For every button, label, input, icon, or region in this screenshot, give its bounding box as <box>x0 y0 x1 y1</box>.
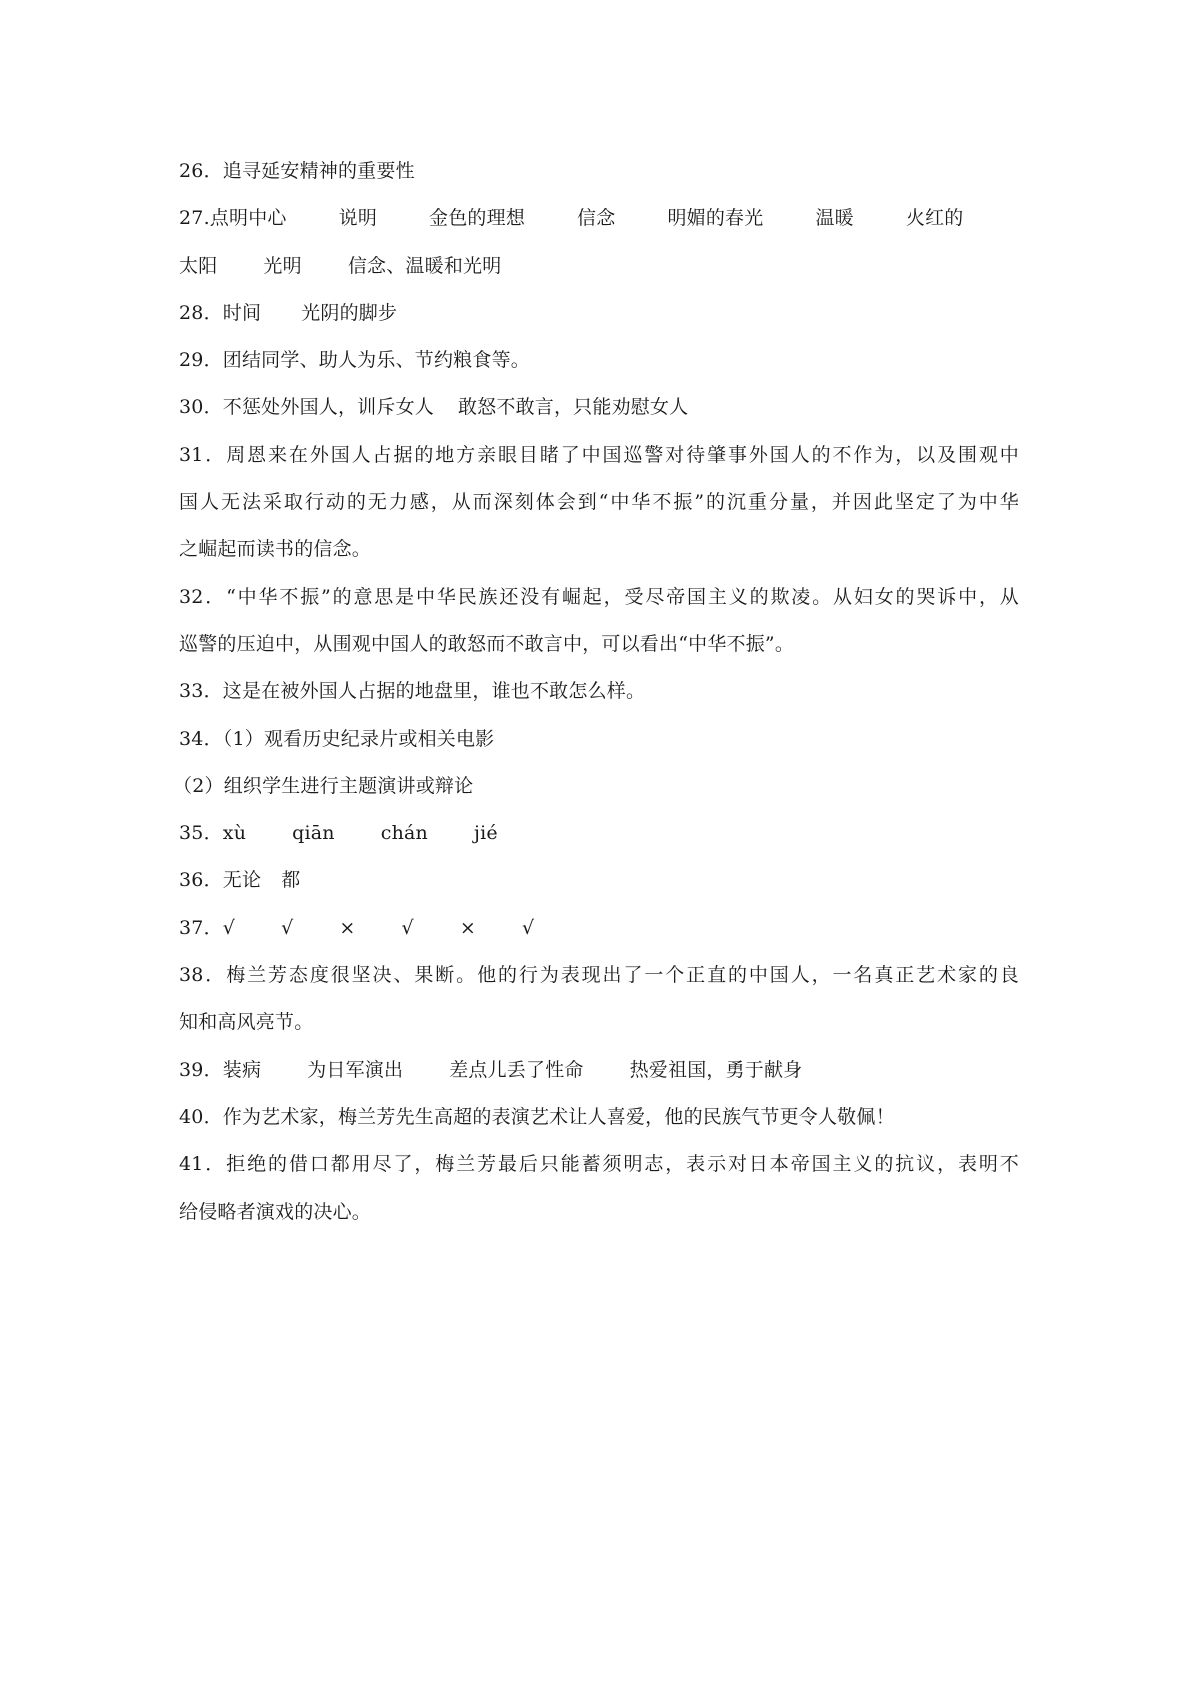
answer-segment: 为日军演出 <box>307 1058 404 1081</box>
answer-line-34: 34．（1）观看历史纪录片或相关电影 <box>179 727 495 750</box>
answer-line-34-2: （2）组织学生进行主题演讲或辩论 <box>173 774 474 797</box>
answer-segment: 光阴的脚步 <box>301 301 398 324</box>
answer-line-38-cont: 知和高风亮节。 <box>179 1011 314 1034</box>
answer-line-31-cont: 国人无法采取行动的无力感，从而深刻体会到“中华不振”的沉重分量，并因此坚定了为中华 <box>179 491 1019 514</box>
answer-segment: chán <box>380 822 428 845</box>
answer-segment: 说明 <box>338 207 378 230</box>
answer-line-36 <box>179 857 1019 904</box>
answer-segment: √ <box>281 916 294 939</box>
answer-segment: √ <box>521 916 535 939</box>
answer-segment: 39．装病 <box>179 1058 262 1081</box>
answer-segment: 36．无论 <box>179 869 262 892</box>
answer-segment: 敢怒不敢言，只能劝慰女人 <box>457 396 689 419</box>
answer-line-27 <box>179 195 1019 242</box>
answer-segment: 光明 <box>263 254 302 277</box>
answer-segment: 30．不惩处外国人，训斥女人 <box>179 396 434 419</box>
answer-segment: 28．时间 <box>179 301 262 324</box>
answer-segment: 37．√ <box>179 916 236 939</box>
answer-line-37 <box>179 905 1019 952</box>
answer-segment: 太阳 <box>179 254 218 277</box>
answer-line-30 <box>179 384 1019 431</box>
answer-segment: 热爱祖国，勇于献身 <box>629 1058 803 1081</box>
answer-line-29: 29．团结同学、助人为乐、节约粮食等。 <box>179 349 530 372</box>
answer-line-31-cont2: 之崛起而读书的信念。 <box>179 538 372 561</box>
answer-line-41: 41．拒绝的借口都用尽了，梅兰芳最后只能蓄须明志，表示对日本帝国主义的抗议，表明不 <box>179 1153 1019 1176</box>
answer-segment: 都 <box>281 869 301 892</box>
answer-line-41-cont: 给侵略者演戏的决心。 <box>179 1200 372 1223</box>
answer-segment: 35．xù <box>179 822 247 845</box>
answer-line-27-cont <box>179 243 1019 290</box>
answer-segment: 温暖 <box>815 207 854 230</box>
answer-segment: qiān <box>292 822 335 845</box>
answer-segment: √ <box>401 916 414 939</box>
answer-segment: jié <box>474 822 498 845</box>
answer-line-26: 26．追寻延安精神的重要性 <box>179 160 415 182</box>
answer-segment: 明媚的春光 <box>667 207 764 230</box>
answer-list <box>173 148 1019 1236</box>
answer-segment: 差点儿丢了性命 <box>449 1058 584 1081</box>
answer-line-32-cont: 巡警的压迫中，从围观中国人的敢怒而不敢言中，可以看出“中华不振”。 <box>179 632 795 655</box>
answer-line-38: 38．梅兰芳态度很坚决、果断。他的行为表现出了一个正直的中国人，一名真正艺术家的良 <box>179 964 1019 987</box>
answer-line-40: 40．作为艺术家，梅兰芳先生高超的表演艺术让人喜爱，他的民族气节更令人敬佩！ <box>179 1105 895 1128</box>
answer-segment: 信念、温暖和光明 <box>347 254 502 277</box>
answer-segment: × <box>459 916 476 939</box>
answer-line-33: 33．这是在被外国人占据的地盘里，谁也不敢怎么样。 <box>179 680 646 703</box>
answer-line-39 <box>179 1047 1019 1094</box>
answer-line-35 <box>179 810 1019 857</box>
answer-line-31: 31．周恩来在外国人占据的地方亲眼目睹了中国巡警对待肇事外国人的不作为，以及围观中 <box>179 443 1019 466</box>
answer-segment: 火红的 <box>905 207 964 230</box>
answer-segment: 27.点明中心 <box>179 207 287 230</box>
answer-line-28 <box>179 290 1019 337</box>
answer-line-32: 32．“中华不振”的意思是中华民族还没有崛起，受尽帝国主义的欺凌。从妇女的哭诉中，从 <box>179 585 1019 608</box>
answer-segment: × <box>339 916 356 939</box>
answer-segment: 金色的理想 <box>429 207 526 230</box>
answer-segment: 信念 <box>577 207 616 230</box>
